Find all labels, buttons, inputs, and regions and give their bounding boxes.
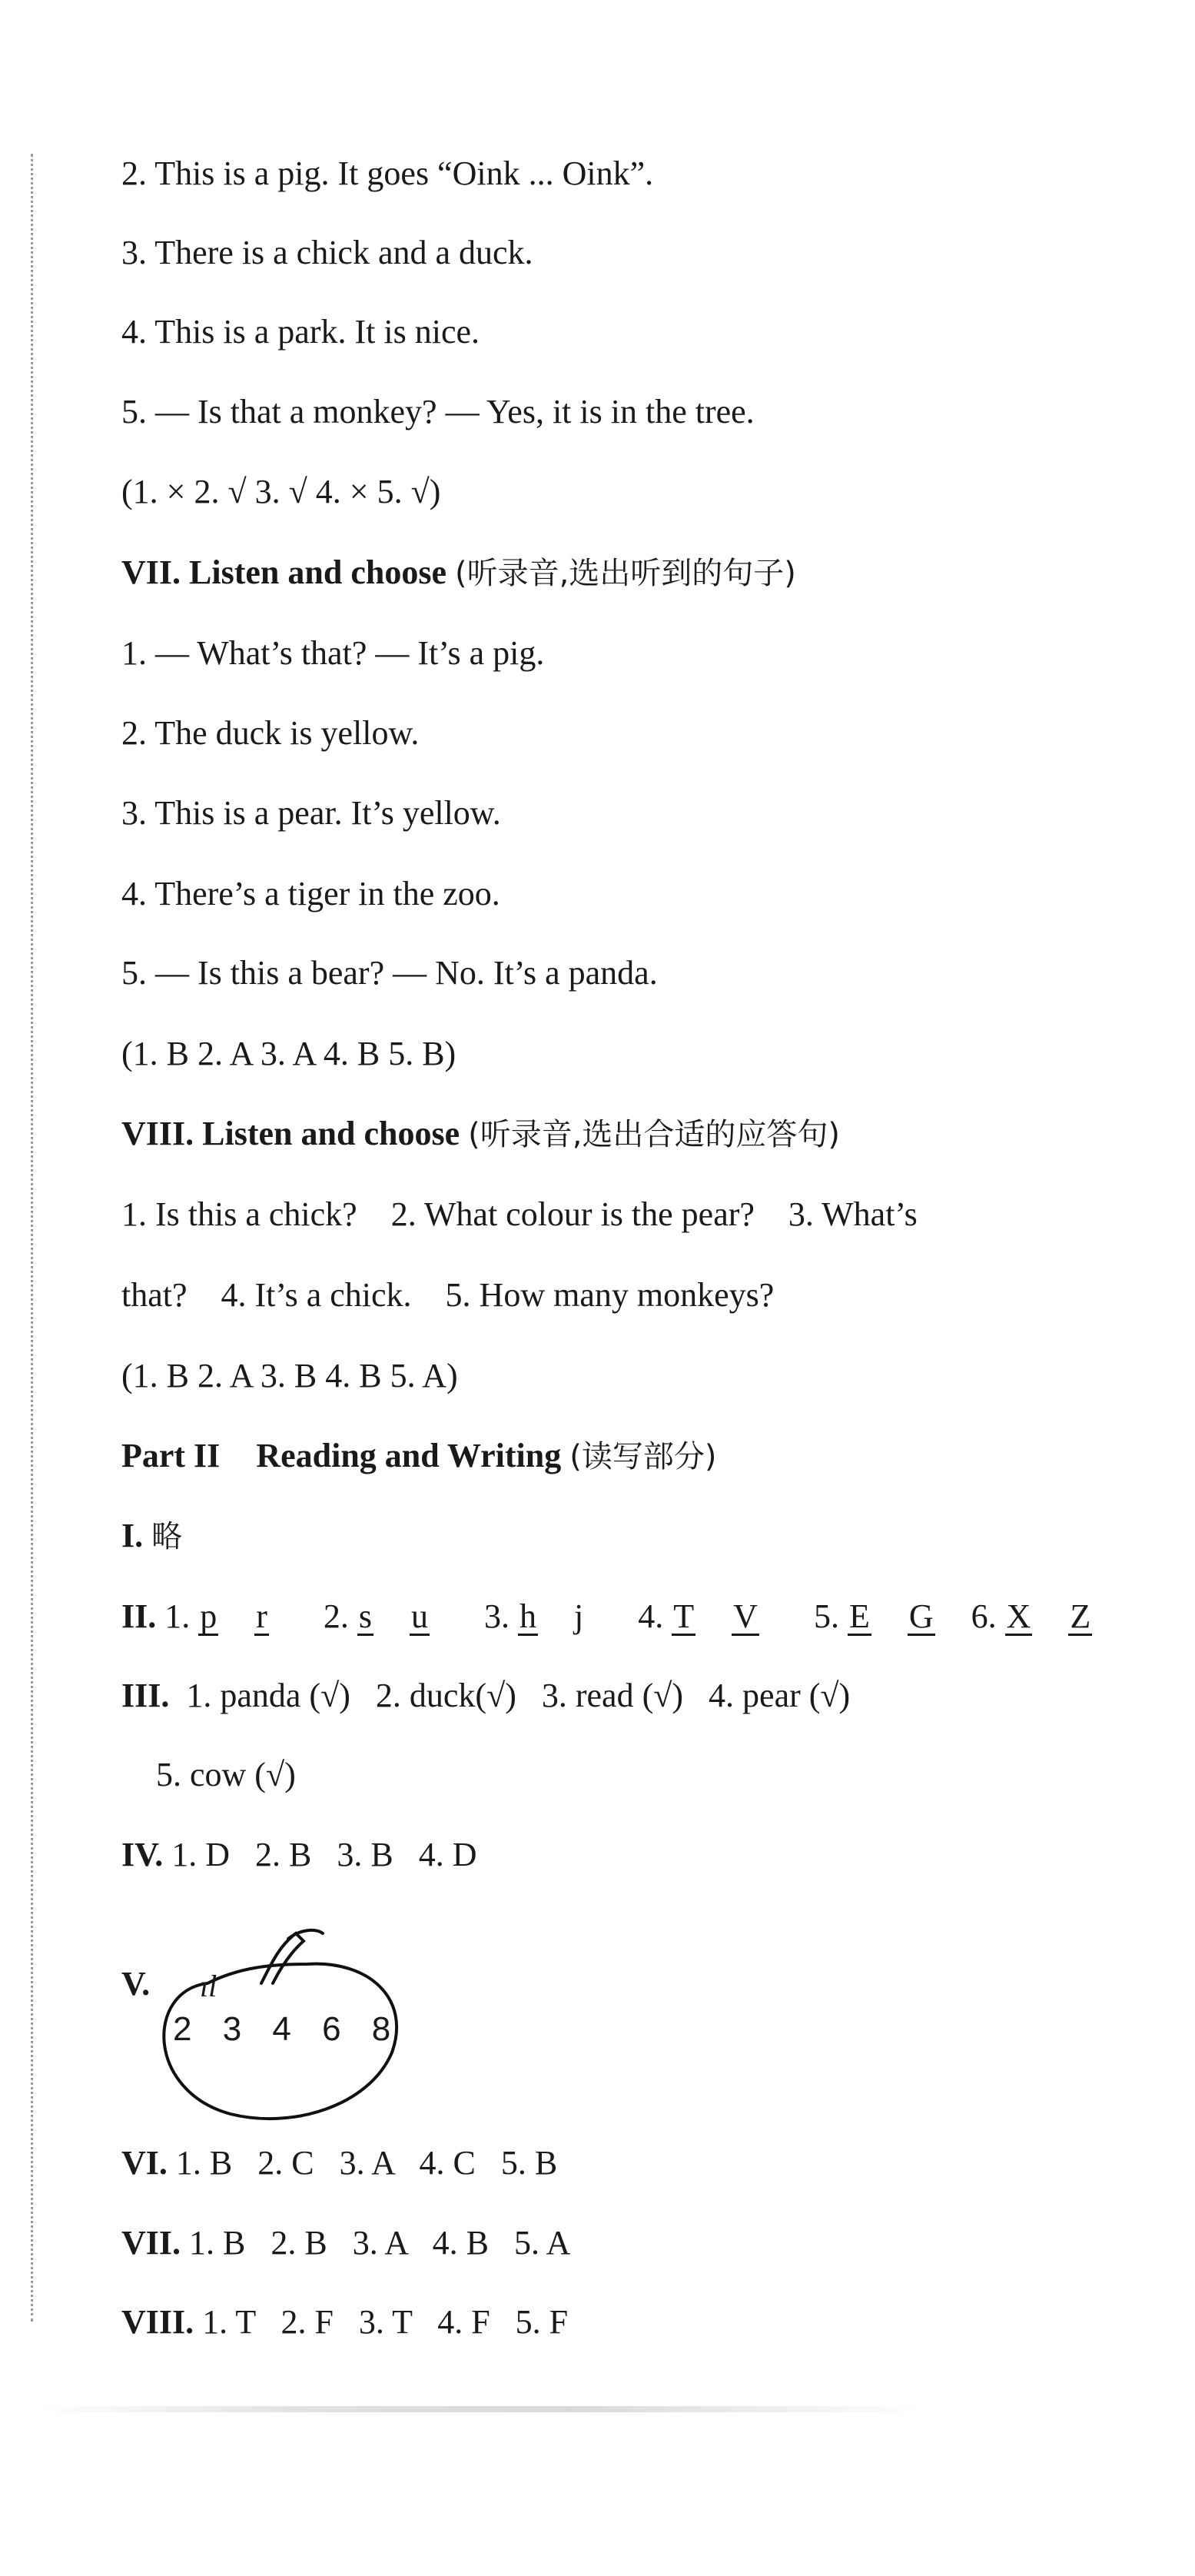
rw-vi-line xyxy=(121,2142,557,2185)
rw-ii-letter: Z xyxy=(1070,1597,1091,1635)
vi-answers: (1. × 2. √ 3. √ 4. × 5. √) xyxy=(121,473,441,510)
part-ii-label: Part II xyxy=(121,1437,221,1474)
rw-vii-numeral: VII. xyxy=(121,2224,181,2262)
rw-i-text: 略 xyxy=(151,1519,183,1554)
vi-item-4: 4. This is a park. It is nice. xyxy=(121,313,480,351)
section-vii-numeral: VII. xyxy=(121,553,181,591)
rw-ii-num: 1. xyxy=(164,1597,191,1635)
viii-line-1: 1. Is this a chick? 2. What colour is the pear? 3. What’s xyxy=(121,1195,918,1233)
rw-v-numeral: V. xyxy=(121,1965,151,2003)
rw-iv-text: 1. D 2. B 3. B 4. D xyxy=(171,1836,477,1873)
section-viii-heading xyxy=(121,1112,840,1156)
rw-iii-line-1 xyxy=(121,1674,850,1717)
section-viii-title-cn: (听录音,选出合适的应答句) xyxy=(468,1117,841,1152)
rw-iii-numeral: III. xyxy=(121,1677,170,1714)
rw-iv-line xyxy=(121,1833,476,1876)
section-vii-title: Listen and choose xyxy=(189,553,446,591)
section-vii-heading xyxy=(121,551,796,595)
rw-vii-line xyxy=(121,2222,570,2265)
vii-item-5: 5. — Is this a bear? — No. It’s a panda. xyxy=(121,954,658,992)
rw-ii-numeral: II. xyxy=(121,1597,157,1635)
section-vii-title-cn: (听录音,选出听到的句子) xyxy=(454,556,796,591)
rw-ii-num: 4. xyxy=(638,1597,664,1635)
rw-iii-line-2: 5. cow (√) xyxy=(156,1756,296,1793)
rw-ii-letter: E xyxy=(848,1597,870,1635)
part-ii-title-cn: (读写部分) xyxy=(569,1439,717,1474)
vi-item-5: 5. — Is that a monkey? — Yes, it is in the tree. xyxy=(121,393,755,430)
rw-ii-num: 2. xyxy=(323,1597,349,1635)
vii-item-3: 3. This is a pear. It’s yellow. xyxy=(121,794,501,832)
rw-viii-line xyxy=(121,2301,568,2344)
rw-ii-letter: p xyxy=(200,1597,217,1635)
rw-ii-line xyxy=(121,1595,1092,1638)
vii-answers: (1. B 2. A 3. A 4. B 5. B) xyxy=(121,1035,456,1072)
binding-margin-line xyxy=(31,154,33,2322)
rw-ii-letter: j xyxy=(574,1597,584,1635)
rw-i-numeral: I. xyxy=(121,1517,144,1554)
rw-ii-letter: h xyxy=(519,1597,537,1635)
rw-viii-numeral: VIII. xyxy=(121,2303,194,2341)
rw-ii-letter: T xyxy=(673,1597,695,1635)
rw-ii-letter: r xyxy=(256,1597,267,1635)
viii-answers: (1. B 2. A 3. B 4. B 5. A) xyxy=(121,1357,458,1394)
rw-ii-letter: G xyxy=(908,1597,934,1635)
rw-ii-letter: V xyxy=(733,1597,758,1635)
rw-v-marks: ıl xyxy=(200,1969,217,2003)
rw-viii-text: 1. T 2. F 3. T 4. F 5. F xyxy=(202,2303,569,2341)
vii-item-4: 4. There’s a tiger in the zoo. xyxy=(121,875,500,912)
vi-item-2: 2. This is a pig. It goes “Oink ... Oink”. xyxy=(121,155,654,192)
rw-ii-letter: u xyxy=(411,1597,429,1635)
vii-item-2: 2. The duck is yellow. xyxy=(121,714,420,752)
rw-ii-num: 6. xyxy=(971,1597,997,1635)
vi-item-3: 3. There is a chick and a duck. xyxy=(121,234,533,271)
rw-ii-letter: s xyxy=(358,1597,373,1635)
rw-ii-num: 5. xyxy=(813,1597,839,1635)
rw-ii-num: 3. xyxy=(484,1597,510,1635)
rw-vi-text: 1. B 2. C 3. A 4. C 5. B xyxy=(175,2144,558,2182)
section-viii-numeral: VIII. xyxy=(121,1115,194,1152)
scan-smudge xyxy=(38,2406,922,2412)
rw-v-numbers: 2 3 4 6 8 xyxy=(173,2010,402,2048)
rw-i-line xyxy=(121,1514,182,1558)
section-viii-title: Listen and choose xyxy=(202,1115,460,1152)
rw-vi-numeral: VI. xyxy=(121,2144,168,2182)
part-ii-title: Reading and Writing xyxy=(256,1437,562,1474)
vii-item-1: 1. — What’s that? — It’s a pig. xyxy=(121,634,545,672)
rw-iii-text-1: 1. panda (√) 2. duck(√) 3. read (√) 4. pear (√) xyxy=(186,1677,851,1714)
rw-vii-text: 1. B 2. B 3. A 4. B 5. A xyxy=(189,2224,571,2262)
rw-iv-numeral: IV. xyxy=(121,1836,164,1873)
viii-line-2: that? 4. It’s a chick. 5. How many monkeys? xyxy=(121,1276,775,1314)
rw-ii-letter: X xyxy=(1006,1597,1031,1635)
part-ii-heading xyxy=(121,1434,716,1478)
